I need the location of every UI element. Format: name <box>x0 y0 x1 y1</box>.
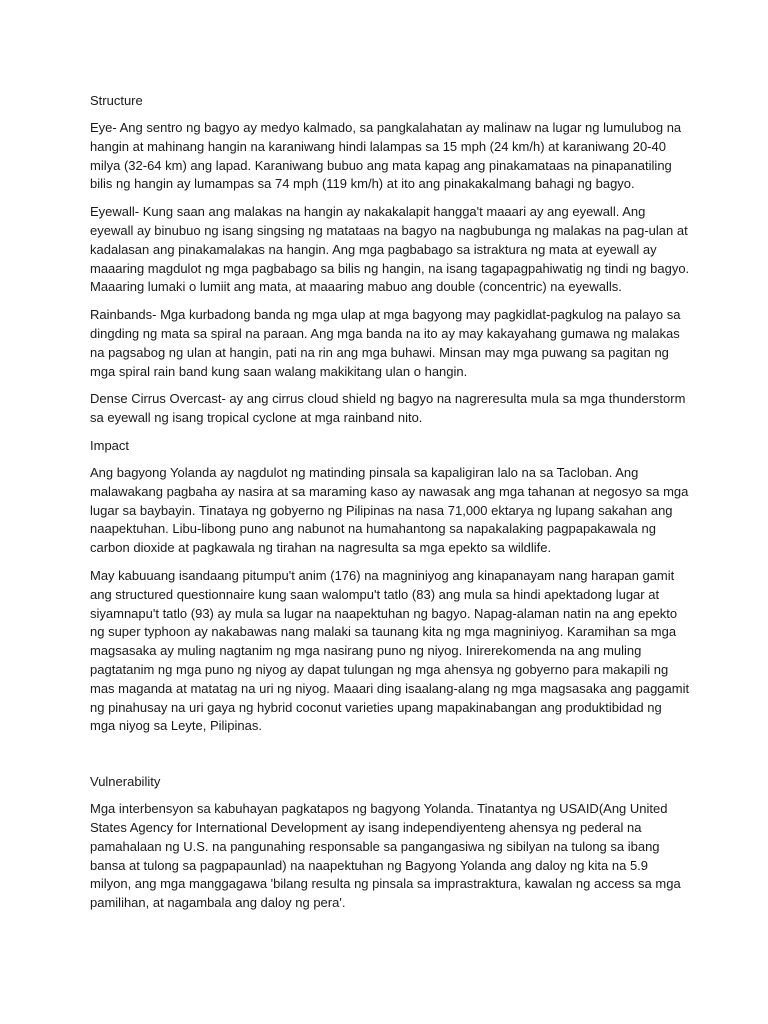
section-vulnerability <box>90 773 690 913</box>
section-impact <box>90 437 690 736</box>
paragraph-vulnerability: Mga interbensyon sa kabuhayan pagkatapos ng bagyong Yolanda. Tinatantya ng USAID(Ang United States Agency for International Development ay isang independiyenteng ahensya ng pederal na pamahalaan ng U.S. na pangunahing responsable sa pangangasiwa ng sibilyan na tulong sa ibang bansa at tulong sa pagpapaunlad) na naapektuhan ng Bagyong Yolanda ang daloy ng kita na 5.9 milyon, ang mga manggagawa 'bilang resulta ng pinsala sa imprastraktura, kawalan ng access sa mga pamilihan, at nagambala ang daloy ng pera'. <box>90 801 681 911</box>
paragraph-impact-environment: Ang bagyong Yolanda ay nagdulot ng matinding pinsala sa kapaligiran lalo na sa Tacloban. Ang malawakang pagbaha ay nasira at sa maraming kaso ay nawasak ang mga tahanan at negosyo sa mga lugar sa baybayin. Tinataya ng gobyerno ng Pilipinas na nasa 71,000 ektarya ng lupang sakahan ang naapektuhan. Libu-libong puno ang nabunot na humahantong sa napakalaking pagpapakawala ng carbon dioxide at pagkawala ng tirahan na nagresulta sa mga epekto sa wildlife. <box>90 464 689 556</box>
paragraph-rainbands: Rainbands- Mga kurbadong banda ng mga ulap at mga bagyong may pagkidlat-pagkulog na palayo sa dingding ng mata sa spiral na paraan. Ang mga banda na ito ay may kakayahang gumawa ng malakas na pagsabog ng ulan at hangin, pati na rin ang mga buhawi. Minsan may mga puwang sa pagitan ng mga spiral rain band kung saan walang makikitang ulan o hangin. <box>90 307 681 379</box>
document-body <box>90 92 690 922</box>
section-heading: Impact <box>90 437 130 453</box>
paragraph-impact-coconut-farmers: May kabuuang isandaang pitumpu't anim (176) na magniniyog ang kinapanayam nang harapan gamit ang structured questionnaire kung saan walompu't tatlo (83) ang mula sa hindi apektadong lugar at siyamnapu't tatlo (93) ay mula sa lugar na naapektuhan ng bagyo. Napag-alaman natin na ang epekto ng super typhoon ay nakabawas nang malaki sa taunang kita ng mga magniniyog. Karamihan sa mga magsasaka ay muling nagtanim ng mga nasirang puno ng niyog. Inirerekomenda na ang muling pagtatanim ng mga puno ng niyog ay dapat tulungan ng mga ahensya ng gobyerno para makapili ng mas maganda at matatag na uri ng niyog. Maaari ding isaalang-alang ng mga magsasaka ang paggamit ng pinahusay na uri gaya ng hybrid coconut varieties upang mapakinabangan ang produktibidad ng mga niyog sa Leyte, Pilipinas. <box>90 567 690 734</box>
paragraph-eyewall: Eyewall- Kung saan ang malakas na hangin ay nakakalapit hangga't maaari ay ang eyewall. Ang eyewall ay binubuo ng isang singsing ng matataas na bagyo na nagbubunga ng malakas na pag-ulan at kadalasan ang pinakamalakas na hangin. Ang mga pagbabago sa istraktura ng mata at eyewall ay maaaring magdulot ng mga pagbabago sa bilis ng hangin, na isang tagapagpahiwatig ng tindi ng bagyo. Maaaring lumaki o lumiit ang mata, at maaaring mabuo ang double (concentric) na eyewalls. <box>90 204 690 295</box>
paragraph-dense-cirrus-overcast: Dense Cirrus Overcast- ay ang cirrus cloud shield ng bagyo na nagreresulta mula sa mga thunderstorm sa eyewall ng isang tropical cyclone at mga rainband nito. <box>90 391 686 426</box>
section-structure <box>90 92 690 428</box>
section-heading: Structure <box>90 93 143 108</box>
paragraph-eye: Eye- Ang sentro ng bagyo ay medyo kalmado, sa pangkalahatan ay malinaw na lugar ng lumulubog na hangin at mahinang hangin na karaniwang hindi lalampas sa 15 mph (24 km/h) at karaniwang 20-40 milya (32-64 km) ang lapad. Karaniwang bubuo ang mata kapag ang pinakamataas na pinapanatiling bilis ng hangin ay lumampas sa 74 mph (119 km/h) at ito ang pinakakalmang bahagi ng bagyo. <box>90 120 682 192</box>
section-heading: Vulnerability <box>90 774 161 790</box>
blank-line <box>90 745 690 773</box>
